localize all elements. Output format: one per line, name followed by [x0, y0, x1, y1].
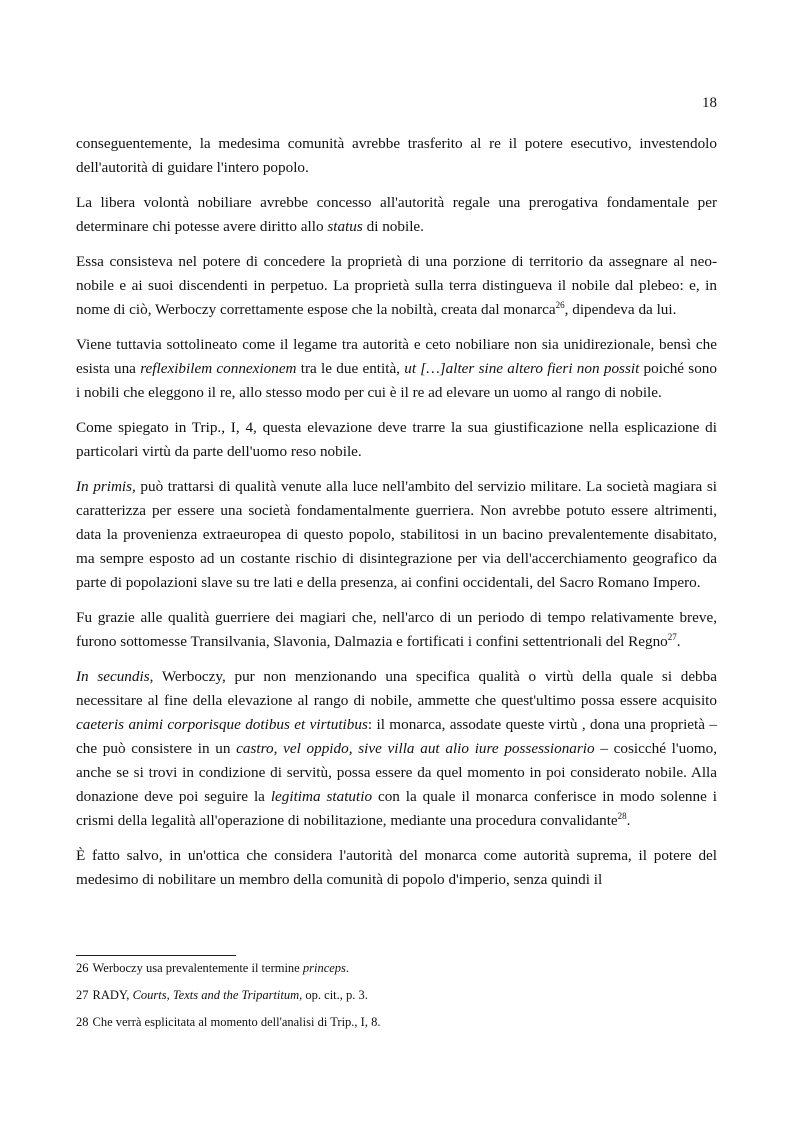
- footnotes: [76, 960, 717, 1041]
- text-run: .: [676, 633, 681, 650]
- paragraph: [76, 844, 717, 892]
- text-run: .: [626, 812, 631, 829]
- text-run: Werboczy usa prevalentemente il termine: [92, 961, 303, 975]
- text-run: Viene tuttavia sottolineato come il legame tra autorità e ceto nobiliare non sia unidirezionale, bensì che esista una: [76, 336, 717, 377]
- text-run: : il monarca, assodate queste virtù , dona una proprietà – che può consistere in un: [76, 716, 717, 757]
- footnote: [76, 1014, 717, 1031]
- paragraph: [76, 132, 717, 180]
- text-run: .: [345, 961, 350, 975]
- text-run: conseguentemente, la medesima comunità avrebbe trasferito al re il potere esecutivo, investendolo dell'autorità di guidare l'intero popolo.: [76, 135, 717, 176]
- text-run: , dipendeva da lui.: [564, 301, 677, 318]
- paragraph: [76, 191, 717, 239]
- text-run: con la quale il monarca conferisce in modo solenne i crismi della legalità all'operazione di nobilitazione, mediante una procedura convalidante: [76, 788, 717, 829]
- footnote: [76, 960, 717, 977]
- italic-text: In primis: [76, 478, 133, 495]
- text-run: Fu grazie alle qualità guerriere dei magiari che, nell'arco di un periodo di tempo relativamente breve, furono sottomesse Transilvania, Slavonia, Dalmazia e fortificati i confini settentrionali del Regno: [76, 609, 717, 650]
- italic-text: ut […]alter sine altero fieri non possit: [404, 360, 640, 377]
- paragraph: [76, 250, 717, 322]
- footnote-reference: 28: [617, 810, 627, 821]
- italic-text: reflexibilem connexionem: [140, 360, 297, 377]
- text-run: tra le due entità,: [296, 360, 405, 377]
- paragraph: [76, 416, 717, 464]
- footnote-reference: 26: [555, 299, 565, 310]
- footnote-reference: 27: [667, 631, 677, 642]
- text-run: RADY,: [92, 988, 133, 1002]
- footnote-number: 26: [76, 961, 89, 975]
- italic-text: In secundis: [76, 668, 150, 685]
- text-run: , Werboczy, pur non menzionando una specifica qualità o virtù della quale si debba necessitare al fine della elevazione al rango di nobile, ammette che quest'ultimo possa essere acquisito: [76, 668, 717, 709]
- italic-text: legitima statutio: [270, 788, 373, 805]
- text-run: Che verrà esplicitata al momento dell'analisi di Trip., I, 8.: [92, 1015, 381, 1029]
- footnote-number: 28: [76, 1015, 89, 1029]
- text-run: , può trattarsi di qualità venute alla luce nell'ambito del servizio militare. La società magiara si caratterizza per essere una società fondamentalmente guerriera. Non avrebbe potuto essere altrimenti, data la provenienza extraeuropea di questo popolo, stabilitosi in un bacino prevalentemente disabitato, ma sempre esposto ad un costante rischio di disintegrazione per via dell'accerchiamento geografico da parte di popolazioni slave su tre lati e della presenza, ai confini occidentali, del Sacro Romano Impero.: [76, 478, 717, 591]
- text-run: , op. cit., p. 3.: [299, 988, 368, 1002]
- footnote: [76, 987, 717, 1004]
- body-text: [76, 132, 717, 903]
- paragraph: [76, 665, 717, 833]
- footnote-number: 27: [76, 988, 89, 1002]
- text-run: È fatto salvo, in un'ottica che considera l'autorità del monarca come autorità suprema, il potere del medesimo di nobilitare un membro della comunità di popolo d'imperio, senza quindi il: [76, 847, 717, 888]
- text-run: di nobile.: [362, 218, 424, 235]
- paragraph: [76, 475, 717, 595]
- text-run: poiché sono i nobili che eleggono il re, allo stesso modo per cui è il re ad elevare un uomo al rango di nobile.: [76, 360, 717, 401]
- text-run: Come spiegato in Trip., I, 4, questa elevazione deve trarre la sua giustificazione nella esplicazione di particolari virtù da parte dell'uomo reso nobile.: [76, 419, 717, 460]
- text-run: – cosicché l'uomo, anche se si trovi in condizione di servitù, possa essere da quel momento in poi considerato nobile. Alla donazione deve poi seguire la: [76, 740, 717, 805]
- text-run: Essa consisteva nel potere di concedere la proprietà di una porzione di territorio da assegnare al neo-nobile e ai suoi discendenti in perpetuo. La proprietà sulla terra distingueva il nobile dal plebeo: e, in nome di ciò, Werboczy correttamente espose che la nobiltà, creata dal monarca: [76, 253, 717, 318]
- paragraph: [76, 333, 717, 405]
- footnote-separator: [76, 955, 236, 956]
- page-number: 18: [702, 95, 717, 111]
- paragraph: [76, 606, 717, 654]
- italic-text: castro, vel oppido, sive villa aut alio iure possessionario: [236, 740, 595, 757]
- text-run: La libera volontà nobiliare avrebbe concesso all'autorità regale una prerogativa fondamentale per determinare chi potesse avere diritto allo: [76, 194, 717, 235]
- italic-text: Courts, Texts and the Tripartitum: [132, 988, 300, 1002]
- italic-text: princeps: [302, 961, 346, 975]
- italic-text: caeteris animi corporisque dotibus et virtutibus: [76, 716, 368, 733]
- italic-text: status: [327, 218, 363, 235]
